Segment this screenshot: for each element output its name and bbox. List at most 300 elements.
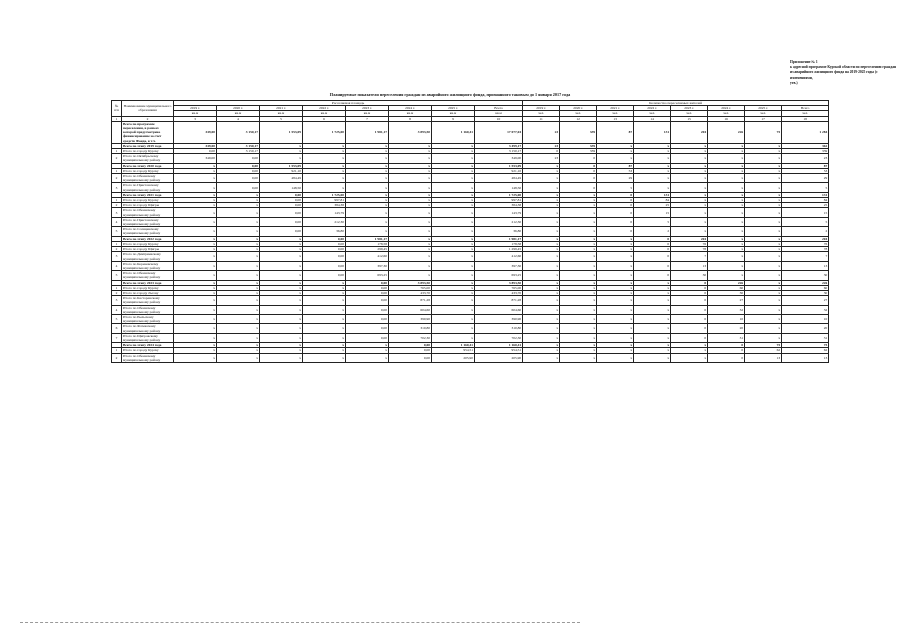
area-value: x — [174, 236, 217, 241]
year-header: 2024 г. — [708, 106, 745, 111]
area-value: x — [346, 174, 389, 183]
area-value: x — [303, 333, 346, 342]
people-value: 0 — [560, 168, 597, 173]
people-value: x — [523, 236, 560, 241]
area-value: 412,60 — [475, 252, 523, 261]
area-value: x — [217, 247, 260, 252]
year-header: 2023 г. — [346, 106, 389, 111]
people-value: 339 — [560, 121, 597, 143]
unit-header: чел. — [634, 111, 671, 116]
table-row — [112, 296, 829, 305]
area-value: x — [260, 241, 303, 246]
people-value: x — [597, 296, 634, 305]
area-value: 310,80 — [389, 324, 432, 333]
area-value: x — [260, 261, 303, 270]
people-value: 204 — [782, 236, 829, 241]
people-value: x — [708, 241, 745, 246]
area-value: x — [346, 143, 389, 148]
people-value: x — [523, 280, 560, 285]
area-value: x — [432, 183, 475, 192]
area-value: x — [346, 168, 389, 173]
people-value: x — [745, 217, 782, 226]
people-value: x — [671, 143, 708, 148]
area-value: 484,49 — [475, 174, 523, 183]
table-row — [112, 154, 829, 163]
area-value: x — [260, 333, 303, 342]
people-value: x — [597, 261, 634, 270]
area-value: x — [217, 227, 260, 236]
header-people-group: Количество переселяемых жителей — [523, 101, 829, 106]
area-value: x — [432, 198, 475, 203]
unit-header: чел. — [745, 111, 782, 116]
year-header: 2020 г. — [560, 106, 597, 111]
column-number: 1 — [112, 116, 122, 121]
year-header: 2023 г. — [671, 106, 708, 111]
people-value: 78 — [671, 247, 708, 252]
people-value: x — [560, 203, 597, 208]
area-value: 1 160,41 — [432, 343, 475, 348]
row-number: 4 — [112, 217, 122, 226]
area-value: 765,00 — [389, 285, 432, 290]
people-value: x — [523, 343, 560, 348]
area-value: x — [217, 271, 260, 280]
people-value: 20 — [708, 324, 745, 333]
unit-header: чел. — [782, 111, 829, 116]
area-value: x — [260, 280, 303, 285]
area-value: 0,00 — [346, 305, 389, 314]
table-row — [112, 174, 829, 183]
people-value: 0 — [671, 324, 708, 333]
people-value: x — [560, 261, 597, 270]
column-number: 18 — [782, 116, 829, 121]
area-value: 604,60 — [475, 305, 523, 314]
area-value: 36,80 — [475, 227, 523, 236]
people-value: 15 — [782, 208, 829, 217]
people-value: x — [634, 149, 671, 154]
area-value: x — [346, 198, 389, 203]
people-value: 53 — [597, 168, 634, 173]
people-value: x — [523, 261, 560, 270]
area-value: x — [346, 343, 389, 348]
people-value: x — [671, 174, 708, 183]
appendix-line: к адресной программе Курской области по переселению граждан — [790, 65, 897, 70]
area-value: x — [432, 285, 475, 290]
people-value: x — [634, 285, 671, 290]
people-value: x — [560, 217, 597, 226]
area-value: x — [389, 208, 432, 217]
people-value: x — [523, 168, 560, 173]
people-value: x — [745, 163, 782, 168]
area-value: 0,00 — [346, 324, 389, 333]
column-number: 13 — [597, 116, 634, 121]
area-value: 0,00 — [346, 314, 389, 323]
area-value: x — [174, 241, 217, 246]
people-value: 13 — [782, 261, 829, 270]
area-value: 205,90 — [432, 353, 475, 362]
area-value: x — [303, 343, 346, 348]
area-value: x — [217, 290, 260, 295]
people-value: 0 — [597, 208, 634, 217]
table-row — [112, 305, 829, 314]
people-value: x — [634, 143, 671, 148]
area-value: x — [389, 198, 432, 203]
people-value: x — [745, 149, 782, 154]
area-value: 0,00 — [303, 261, 346, 270]
row-number: 1 — [112, 198, 122, 203]
area-value: x — [217, 348, 260, 353]
area-value: 0,00 — [260, 198, 303, 203]
area-value: 0,00 — [346, 296, 389, 305]
people-value: x — [597, 348, 634, 353]
area-value: x — [217, 280, 260, 285]
people-value: 23 — [523, 121, 560, 143]
people-value: x — [708, 163, 745, 168]
people-value: x — [708, 271, 745, 280]
area-value: 693,25 — [346, 271, 389, 280]
people-value: x — [745, 236, 782, 241]
year-header: 2024 г. — [389, 106, 432, 111]
area-value: 433,70 — [475, 290, 523, 295]
area-value: x — [432, 252, 475, 261]
area-value: x — [217, 192, 260, 197]
people-value: 23 — [782, 154, 829, 163]
table-row — [112, 314, 829, 323]
municipality-name: Всего по этапу 2023 года — [122, 280, 174, 285]
people-value: x — [745, 261, 782, 270]
people-value: 78 — [782, 247, 829, 252]
appendix-note — [790, 60, 900, 86]
row-number: 1 — [112, 285, 122, 290]
people-value: 226 — [708, 121, 745, 143]
area-value: 1 725,00 — [303, 192, 346, 197]
area-value: 0,00 — [260, 192, 303, 197]
people-value: x — [708, 168, 745, 173]
people-value: x — [745, 208, 782, 217]
people-value: 60 — [782, 285, 829, 290]
people-value: 0 — [523, 149, 560, 154]
people-value: x — [708, 247, 745, 252]
people-value: 0 — [671, 305, 708, 314]
area-value: x — [432, 174, 475, 183]
area-value: 3 893,50 — [389, 121, 432, 143]
people-value: x — [560, 314, 597, 323]
table-row — [112, 227, 829, 236]
area-value: 997,81 — [475, 198, 523, 203]
row-number: 6 — [112, 324, 122, 333]
people-value: x — [597, 290, 634, 295]
people-value: 131 — [634, 192, 671, 197]
column-number: 12 — [560, 116, 597, 121]
area-value: x — [389, 271, 432, 280]
people-value: x — [523, 198, 560, 203]
area-value: x — [174, 203, 217, 208]
people-value: x — [523, 174, 560, 183]
people-value: x — [634, 324, 671, 333]
area-value: 0,00 — [217, 168, 260, 173]
people-value: x — [634, 154, 671, 163]
area-value: 3 499,17 — [475, 143, 523, 148]
area-value: x — [432, 314, 475, 323]
area-value: x — [174, 348, 217, 353]
area-value: x — [217, 324, 260, 333]
area-value: x — [389, 149, 432, 154]
municipality-name: Итого по городу Щигры — [122, 203, 174, 208]
year-header: 2020 г. — [217, 106, 260, 111]
area-value: x — [432, 296, 475, 305]
people-value: x — [597, 241, 634, 246]
area-value: x — [260, 154, 303, 163]
people-value: 0 — [597, 203, 634, 208]
area-value: x — [389, 192, 432, 197]
people-value: 339 — [782, 149, 829, 154]
area-value: x — [260, 324, 303, 333]
area-value: x — [174, 290, 217, 295]
people-value: x — [671, 192, 708, 197]
area-value: 433,70 — [389, 290, 432, 295]
area-value: x — [174, 252, 217, 261]
people-value: x — [597, 247, 634, 252]
people-value: x — [560, 247, 597, 252]
area-value: x — [389, 143, 432, 148]
row-number: 4 — [112, 261, 122, 270]
area-value: 702,30 — [475, 333, 523, 342]
header-area-group: Расселяемая площадь — [174, 101, 523, 106]
area-value: x — [432, 192, 475, 197]
column-number: 3 — [174, 116, 217, 121]
resettlement-table — [111, 100, 829, 363]
people-value: 2 — [782, 227, 829, 236]
table-row — [112, 217, 829, 226]
area-value: 310,80 — [475, 324, 523, 333]
people-value: 0 — [560, 174, 597, 183]
people-value: x — [523, 192, 560, 197]
row-number: 1 — [112, 168, 122, 173]
people-value: 23 — [523, 154, 560, 163]
area-value: x — [174, 217, 217, 226]
area-value: x — [260, 296, 303, 305]
area-value: x — [174, 192, 217, 197]
area-value: x — [389, 154, 432, 163]
area-value: 954,51 — [475, 348, 523, 353]
row-number: 4 — [112, 305, 122, 314]
area-value: x — [174, 174, 217, 183]
people-value: x — [523, 208, 560, 217]
municipality-name: Итого по городу Курску — [122, 285, 174, 290]
area-value: x — [346, 154, 389, 163]
people-value: x — [745, 241, 782, 246]
area-value: 0,00 — [346, 280, 389, 285]
area-value: x — [389, 174, 432, 183]
area-value: 604,60 — [389, 305, 432, 314]
municipality-name: Итого по городу Щигры — [122, 247, 174, 252]
area-value: x — [174, 261, 217, 270]
table-row — [112, 333, 829, 342]
people-value: x — [523, 252, 560, 261]
column-number: 7 — [346, 116, 389, 121]
area-value: x — [389, 236, 432, 241]
area-value: x — [174, 227, 217, 236]
area-value: 412,60 — [346, 252, 389, 261]
people-value: x — [597, 252, 634, 261]
area-value: x — [389, 241, 432, 246]
area-value: 1 725,00 — [475, 192, 523, 197]
people-value: 84 — [782, 198, 829, 203]
municipality-name: Всего по этапу 2021 года — [122, 192, 174, 197]
area-value: 0,00 — [217, 163, 260, 168]
row-number: 5 — [112, 271, 122, 280]
area-value: 1 725,00 — [303, 121, 346, 143]
people-value: 0 — [671, 280, 708, 285]
row-number: 2 — [112, 353, 122, 362]
column-number: 14 — [634, 116, 671, 121]
people-value: 204 — [671, 236, 708, 241]
area-value: x — [260, 252, 303, 261]
people-value: x — [597, 314, 634, 323]
people-value: 27 — [708, 296, 745, 305]
area-value: x — [217, 198, 260, 203]
header-name: Наименование муниципального образования — [122, 101, 174, 117]
unit-header: кв.м — [475, 111, 523, 116]
area-value: x — [174, 296, 217, 305]
people-value: x — [745, 333, 782, 342]
table-row — [112, 324, 829, 333]
people-value: x — [523, 271, 560, 280]
people-value: 13 — [671, 261, 708, 270]
year-header: 2021 г. — [597, 106, 634, 111]
people-value: x — [560, 241, 597, 246]
people-value: 84 — [634, 198, 671, 203]
people-value: x — [708, 217, 745, 226]
area-value: 1 553,09 — [260, 121, 303, 143]
area-value: 17 077,04 — [475, 121, 523, 143]
people-value: 87 — [782, 163, 829, 168]
people-value: x — [745, 198, 782, 203]
municipality-name: Итого по Рыльскому муниципальному району — [122, 314, 174, 323]
people-value: x — [560, 198, 597, 203]
column-number: 15 — [671, 116, 708, 121]
people-value: x — [708, 174, 745, 183]
appendix-line: Приложение № 1 — [790, 60, 818, 64]
people-value: x — [671, 183, 708, 192]
area-value: x — [260, 348, 303, 353]
people-value: x — [634, 305, 671, 314]
table-body — [112, 121, 829, 362]
area-value: 0,00 — [260, 203, 303, 208]
area-value: x — [303, 154, 346, 163]
area-value: 397,30 — [475, 261, 523, 270]
table-row — [112, 261, 829, 270]
area-value: x — [174, 247, 217, 252]
people-value: 10 — [782, 314, 829, 323]
municipality-name: Итого по городу Курску — [122, 149, 174, 154]
people-value: x — [708, 154, 745, 163]
people-value: x — [634, 348, 671, 353]
people-value: x — [634, 163, 671, 168]
area-value: x — [174, 324, 217, 333]
appendix-line: утв.) — [790, 80, 798, 85]
municipality-name: Итого по Фатежскому муниципальному району — [122, 324, 174, 333]
area-value: x — [174, 333, 217, 342]
area-value: x — [217, 241, 260, 246]
people-value: x — [745, 227, 782, 236]
area-value: x — [260, 247, 303, 252]
area-value: x — [303, 168, 346, 173]
area-value: 3 150,17 — [217, 149, 260, 154]
people-value: x — [523, 203, 560, 208]
area-value: x — [389, 203, 432, 208]
header-num: № п/п — [112, 101, 122, 117]
people-value: x — [671, 217, 708, 226]
column-number: 2 — [122, 116, 174, 121]
page-footer-rule — [20, 622, 580, 623]
area-value: x — [432, 247, 475, 252]
area-value: 143,79 — [475, 208, 523, 217]
people-value: x — [523, 227, 560, 236]
area-value: 212,30 — [303, 217, 346, 226]
area-value: 148,50 — [475, 183, 523, 192]
row-number: 5 — [112, 227, 122, 236]
unit-header: кв.м — [174, 111, 217, 116]
municipality-name: Итого по Дмитриевскому муниципальному району — [122, 252, 174, 261]
people-value: x — [708, 198, 745, 203]
people-value: x — [560, 271, 597, 280]
area-value: 702,30 — [389, 333, 432, 342]
people-value: x — [745, 296, 782, 305]
municipality-name: Итого по Обоянскому муниципальному району — [122, 208, 174, 217]
area-value: 0,00 — [217, 154, 260, 163]
table-row — [112, 121, 829, 143]
people-value: x — [745, 305, 782, 314]
area-value: x — [432, 154, 475, 163]
table-row — [112, 208, 829, 217]
area-value: x — [389, 247, 432, 252]
people-value: x — [523, 290, 560, 295]
unit-header: кв.м — [303, 111, 346, 116]
area-value: x — [346, 353, 389, 362]
area-value: x — [217, 353, 260, 362]
people-value: x — [597, 343, 634, 348]
area-value: x — [174, 168, 217, 173]
table-row — [112, 271, 829, 280]
area-value: x — [217, 314, 260, 323]
row-number — [112, 121, 122, 143]
area-value: x — [217, 296, 260, 305]
people-value: x — [708, 208, 745, 217]
people-value: 76 — [782, 241, 829, 246]
people-value: 0 — [708, 353, 745, 362]
area-value: x — [432, 241, 475, 246]
area-value: x — [346, 208, 389, 217]
area-value: x — [217, 285, 260, 290]
people-value: x — [745, 143, 782, 148]
people-value: x — [671, 163, 708, 168]
row-number: 3 — [112, 208, 122, 217]
area-value: x — [260, 343, 303, 348]
row-number: 3 — [112, 296, 122, 305]
people-value: 62 — [782, 348, 829, 353]
people-value: x — [708, 227, 745, 236]
people-value: x — [671, 208, 708, 217]
people-value: 30 — [708, 290, 745, 295]
unit-header: кв.м — [260, 111, 303, 116]
people-value: x — [560, 296, 597, 305]
people-value: x — [708, 183, 745, 192]
people-value: 362 — [782, 143, 829, 148]
area-value: 349,00 — [174, 143, 217, 148]
area-value: x — [174, 305, 217, 314]
unit-header: кв.м — [217, 111, 260, 116]
unit-header: кв.м — [389, 111, 432, 116]
